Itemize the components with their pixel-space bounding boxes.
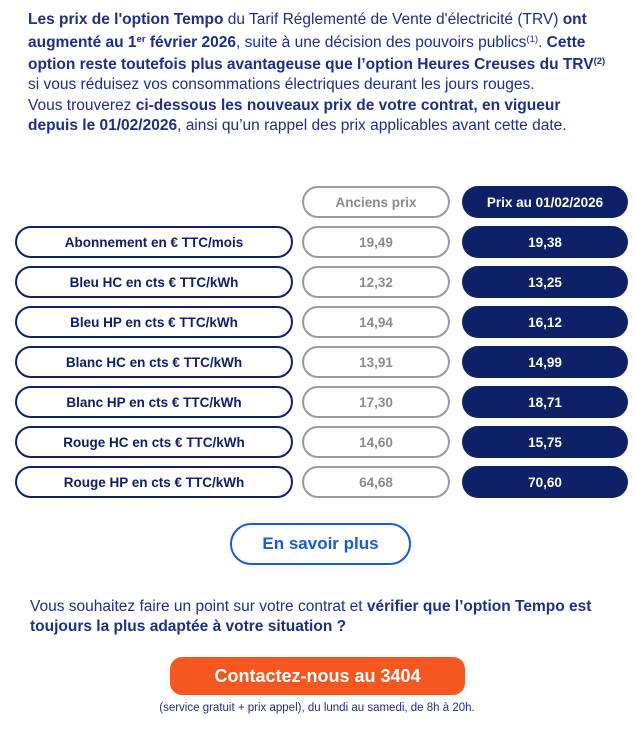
text-segment: Vous souhaitez faire un point sur votre contrat et — [30, 598, 367, 615]
row-label-pill: Rouge HP en cts € TTC/kWh — [15, 466, 293, 498]
row-label-pill: Abonnement en € TTC/mois — [15, 226, 293, 258]
text-segment: vérifier que l’option Tempo est toujours la plus adaptée à votre situation ? — [30, 598, 592, 635]
table-row — [15, 466, 628, 498]
text-segment: , ainsi qu’un rappel des prix applicables avant cette date. — [177, 116, 567, 134]
price-table — [15, 186, 628, 506]
new-price-pill: 70,60 — [462, 466, 628, 498]
old-price-pill: 14,60 — [302, 426, 450, 458]
table-row — [15, 426, 628, 458]
row-label-pill: Bleu HC en cts € TTC/kWh — [15, 266, 293, 298]
text-segment: si vous réduisez vos consommations électriques deurant les jours rouges. — [28, 75, 535, 93]
new-price-pill: 19,38 — [462, 226, 628, 258]
row-label-pill: Blanc HP en cts € TTC/kWh — [15, 386, 293, 418]
old-price-pill: 14,94 — [302, 306, 450, 338]
footnote-ref-2: (2) — [593, 56, 606, 67]
table-row — [15, 306, 628, 338]
new-price-header-pill: Prix au 01/02/2026 — [462, 186, 628, 218]
table-header-row — [15, 186, 628, 218]
superscript-er: er — [136, 33, 146, 45]
old-price-pill: 13,91 — [302, 346, 450, 378]
table-row — [15, 346, 628, 378]
text-segment: , suite à une décision des pouvoirs publics — [236, 33, 527, 51]
new-price-pill: 16,12 — [462, 306, 628, 338]
contact-hours-note: (service gratuit + prix appel), du lundi au samedi, de 8h à 20h. — [159, 702, 475, 714]
new-price-pill: 18,71 — [462, 386, 628, 418]
text-segment: ci-dessous les nouveaux prix de votre contrat, en vigueur depuis le 01/02/2026 — [28, 97, 561, 134]
text-segment: ont augmenté au 1 — [28, 11, 587, 51]
row-label-pill: Bleu HP en cts € TTC/kWh — [15, 306, 293, 338]
new-price-pill: 14,99 — [462, 346, 628, 378]
table-row — [15, 266, 628, 298]
intro-paragraph-2 — [28, 96, 614, 135]
table-row — [15, 386, 628, 418]
text-segment: Vous trouverez — [28, 97, 136, 114]
table-row — [15, 226, 628, 258]
text-segment: Cette option reste toutefois plus avantageuse que l’option Heures Creuses du TRV — [28, 33, 594, 73]
intro-paragraph-1 — [28, 10, 614, 94]
contact-button[interactable]: Contactez-nous au 3404 — [170, 657, 465, 695]
row-label-pill: Rouge HC en cts € TTC/kWh — [15, 426, 293, 458]
old-price-pill: 64,68 — [302, 466, 450, 498]
new-price-pill: 13,25 — [462, 266, 628, 298]
text-segment: . — [538, 33, 547, 51]
text-segment: du Tarif Réglementé de Vente d'électricité (TRV) — [223, 11, 563, 28]
en-savoir-plus-button[interactable]: En savoir plus — [230, 523, 411, 565]
text-segment: Les prix de l'option Tempo — [28, 11, 224, 28]
old-price-header-pill: Anciens prix — [302, 186, 450, 218]
row-label-pill: Blanc HC en cts € TTC/kWh — [15, 346, 293, 378]
text-segment: février 2026 — [145, 33, 237, 51]
old-price-pill: 19,49 — [302, 226, 450, 258]
outro-paragraph — [30, 597, 616, 636]
old-price-pill: 12,32 — [302, 266, 450, 298]
old-price-pill: 17,30 — [302, 386, 450, 418]
footnote-ref-1: (1) — [526, 33, 539, 45]
new-price-pill: 15,75 — [462, 426, 628, 458]
